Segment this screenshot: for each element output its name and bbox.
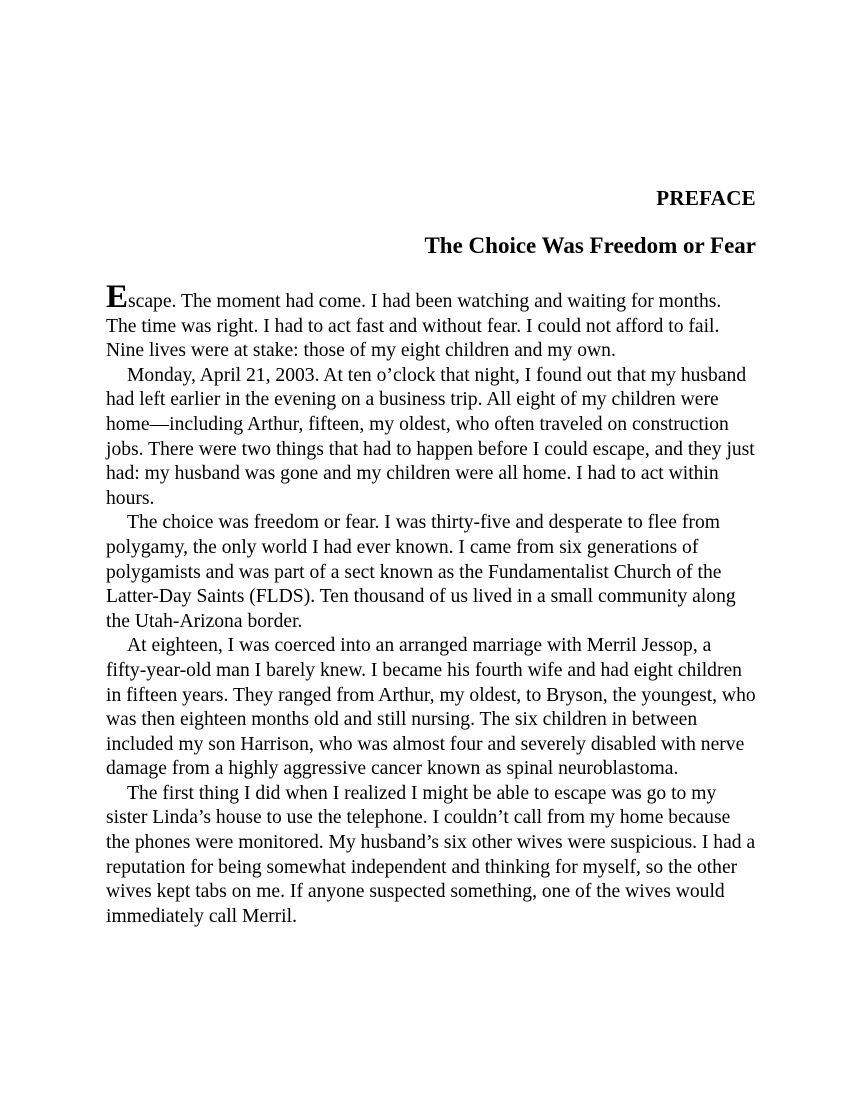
body-text [106, 279, 756, 929]
paragraph-1 [106, 279, 756, 364]
paragraph-2: Monday, April 21, 2003. At ten o’clock that night, I found out that my husband had left earlier in the evening on a business trip. All eight of my children were home—including Arthur, fifteen, my oldest, who often traveled on construction jobs. There were two things that had to happen before I could escape, and they just had: my husband was gone and my children were all home. I had to act within hours. [106, 364, 755, 509]
chapter-title: The Choice Was Freedom or Fear [424, 233, 756, 258]
paragraph-4: At eighteen, I was coerced into an arranged marriage with Merril Jessop, a fifty-year-old man I barely knew. I became his fourth wife and had eight children in fifteen years. They ranged from Arthur, my oldest, to Bryson, the youngest, who was then eighteen months old and still nursing. The six children in between included my son Harrison, who was almost four and severely disabled with nerve damage from a highly aggressive cancer known as spinal neuroblastoma. [106, 635, 756, 780]
paragraph-1-text: scape. The moment had come. I had been watching and waiting for months. The time was right. I had to act fast and without fear. I could not afford to fail. Nine lives were at stake: those of my eight children and my own. [106, 291, 722, 362]
paragraph-3: The choice was freedom or fear. I was thirty-five and desperate to flee from polygamy, the only world I had ever known. I came from six generations of polygamists and was part of a sect known as the Fundamentalist Church of the Latter-Day Saints (FLDS). Ten thousand of us lived in a small community along the Utah-Arizona border. [106, 512, 736, 632]
paragraph-5: The first thing I did when I realized I might be able to escape was go to my sister Linda’s house to use the telephone. I couldn’t call from my home because the phones were monitored. My husband’s six other wives were suspicious. I had a reputation for being somewhat independent and thinking for myself, so the other wives kept tabs on me. If anyone suspected something, one of the wives would immediately call Merril. [106, 782, 756, 927]
drop-cap: E [106, 279, 129, 315]
section-label: PREFACE [656, 186, 756, 210]
